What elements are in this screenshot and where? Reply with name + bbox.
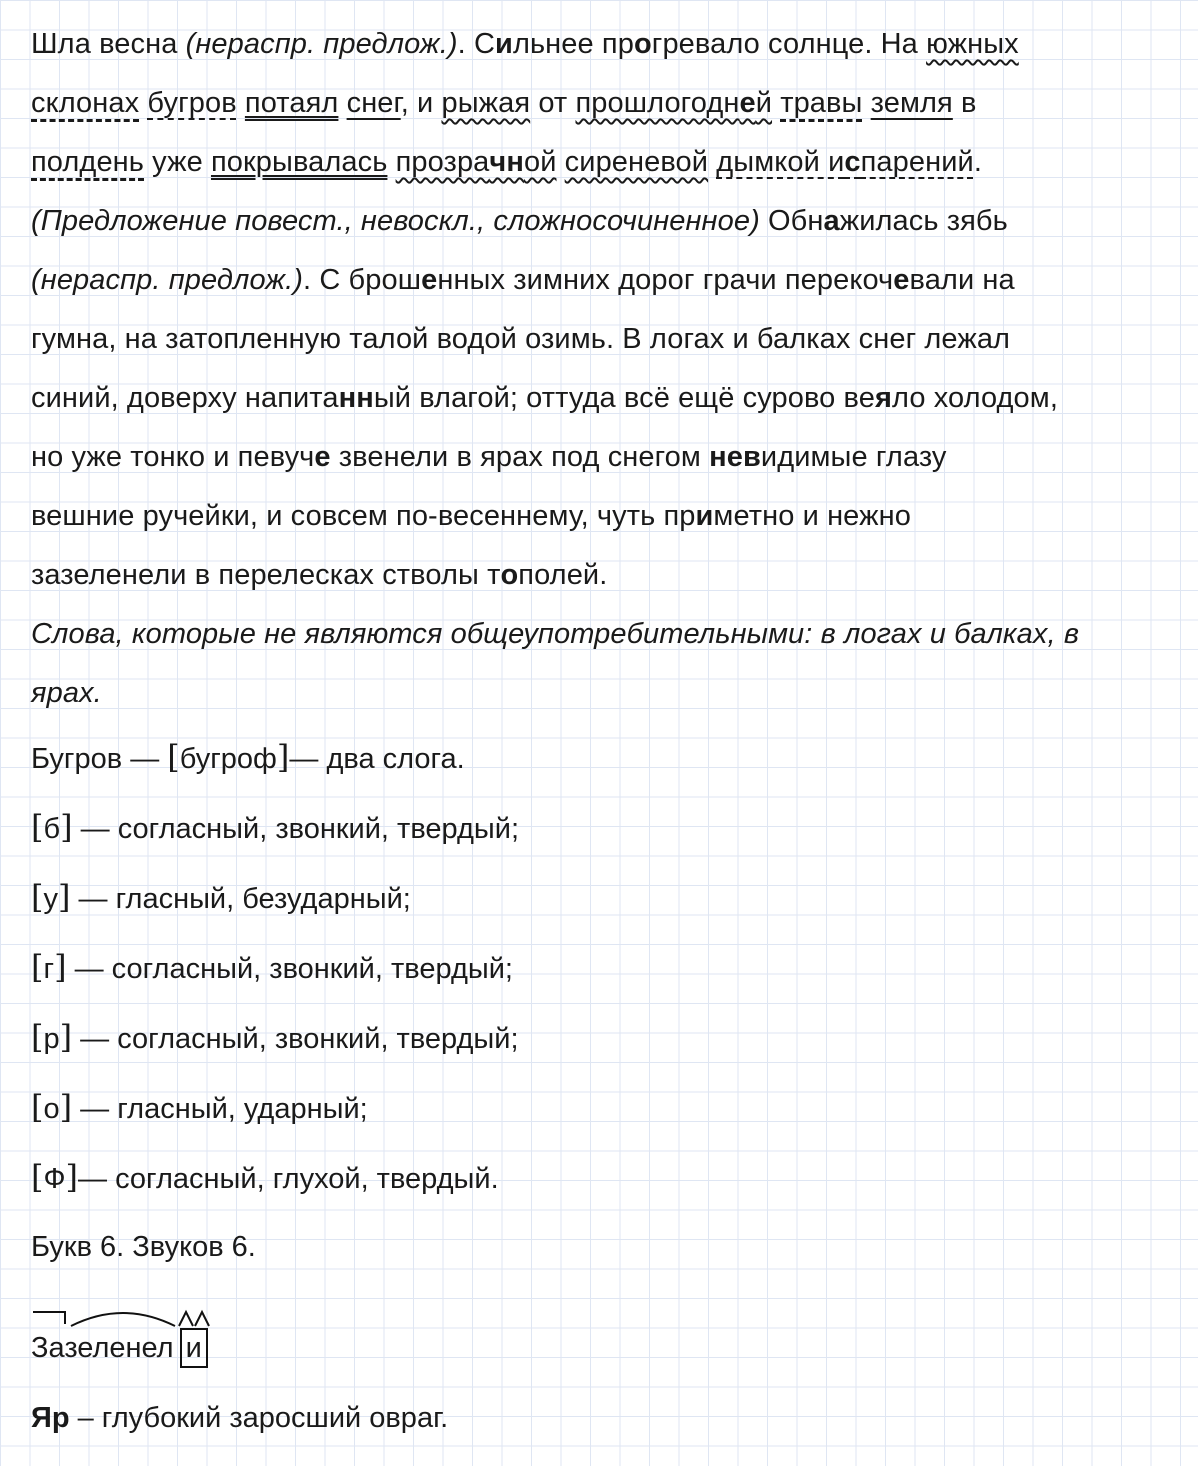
text-line-9: вешние ручейки, и совсем по-весеннему, чуть приметно и нежно [31, 500, 911, 532]
suffix-mark-2 [195, 1312, 209, 1326]
sound-row: [г] — согласный, звонкий, твердый; [31, 948, 513, 986]
morpheme-word [31, 1328, 208, 1368]
note-line-2: ярах. [31, 677, 102, 709]
sound-row: [о] — гласный, ударный; [31, 1088, 368, 1126]
letter-sound-count: Букв 6. Звуков 6. [31, 1231, 256, 1263]
definition-text: – глубокий заросший овраг. [69, 1402, 449, 1434]
word-stem: Зазеленел [31, 1332, 174, 1364]
text-line-1: Шла весна (нераспр. предлож.). Сильнее прогревало солнце. На южных [31, 28, 1019, 60]
sound-row: [р] — согласный, звонкий, твердый; [31, 1018, 519, 1056]
document-body [31, 0, 1181, 1434]
text-line-5: (нераспр. предлож.). С брошенных зимних дорог грачи перекочевали на [31, 264, 1015, 296]
phonetic-header: Бугров — [бугроф]— два слога. [31, 738, 465, 776]
sound-row: [б] — согласный, звонкий, твердый; [31, 808, 520, 846]
text-line-2: склонах бугров потаял снег, и рыжая от прошлогодней травы земля в [31, 87, 977, 119]
text-line-10: зазеленели в перелесках стволы тополей. [31, 559, 608, 591]
sound-row: [у] — гласный, безударный; [31, 878, 411, 916]
note-line-1: Слова, которые не являются общеупотребительными: в логах и балках, в [31, 618, 1080, 650]
root-arc [71, 1313, 175, 1326]
text-line-7: синий, доверху напитанный влагой; оттуда всё ещё сурово веяло холодом, [31, 382, 1058, 414]
definition [31, 1383, 448, 1453]
ending-box: и [180, 1328, 208, 1368]
text-line-6: гумна, на затопленную талой водой озимь. В логах и балках снег лежал [31, 323, 1011, 355]
prefix-mark [33, 1312, 65, 1324]
text-line-8: но уже тонко и певуче звенели в ярах под снегом невидимые глазу [31, 441, 947, 473]
text-line-3: полдень уже покрывалась прозрачной сиреневой дымкой испарений. [31, 146, 982, 178]
definition-term: Яр [31, 1402, 70, 1434]
text-line-4: (Предложение повест., невоскл., сложносочиненное) Обнажилась зябь [31, 205, 1008, 237]
morpheme-analysis [31, 1300, 271, 1380]
main-text [31, 15, 1181, 723]
sound-row: [Ф]— согласный, глухой, твердый. [31, 1158, 499, 1196]
suffix-mark-1 [179, 1312, 193, 1326]
